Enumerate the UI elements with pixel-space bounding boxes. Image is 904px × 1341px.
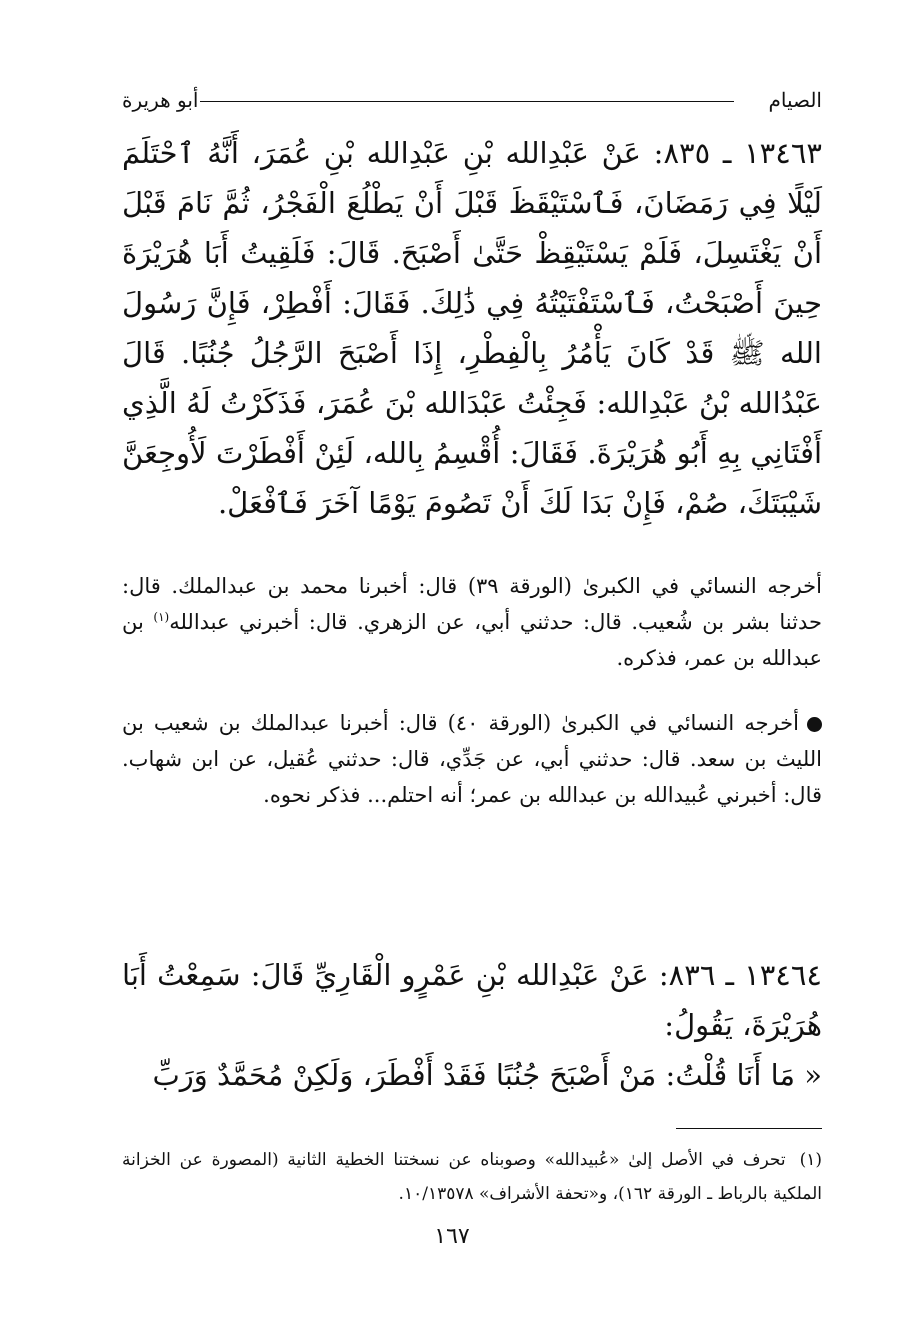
hadith-13464-quote: « مَا أَنَا قُلْتُ: مَنْ أَصْبَحَ جُنُبًا فَقَدْ أَفْطَرَ، وَلَكِنْ مُحَمَّدٌ وَرَبِّ — [152, 1058, 822, 1092]
page-number: ١٦٧ — [434, 1224, 470, 1249]
bullet-icon — [807, 717, 822, 732]
narrator-title: أبو هريرة — [122, 88, 199, 112]
footnote — [122, 1143, 822, 1211]
takhrij-paragraph-2 — [122, 705, 822, 813]
takhrij-paragraph-1 — [122, 568, 822, 676]
hadith-13463: ١٣٤٦٣ ـ ٨٣٥: عَنْ عَبْدِالله بْنِ عَبْدِالله بْنِ عُمَرَ، أَنَّهُ ٱحْتَلَمَ لَيْلًا فِي رَمَضَانَ، فَٱسْتَيْقَظَ قَبْلَ أَنْ يَطْلُعَ الْفَجْرُ، ثُمَّ نَامَ قَبْلَ أَنْ يَغْتَسِلَ، فَلَمْ يَسْتَيْقِظْ حَتَّىٰ أَصْبَحَ. قَالَ: فَلَقِيتُ أَبَا هُرَيْرَةَ حِينَ أَصْبَحْتُ، فَٱسْتَفْتَيْتُهُ فِي ذَٰلِكَ. فَقَالَ: أَفْطِرْ، فَإِنَّ رَسُولَ الله ﷺ قَدْ كَانَ يَأْمُرُ بِالْفِطْرِ، إِذَا أَصْبَحَ الرَّجُلُ جُنُبًا. قَالَ عَبْدُالله بْنُ عَبْدِالله: فَجِئْتُ عَبْدَالله بْنَ عُمَرَ، فَذَكَرْتُ لَهُ الَّذِي أَفْتَانِي بِهِ أَبُو هُرَيْرَةَ. فَقَالَ: أُقْسِمُ بِالله، لَئِنْ أَفْطَرْتَ لَأُوجِعَنَّ شَيْبَتَكَ، صُمْ، فَإِنْ بَدَا لَكَ أَنْ تَصُومَ يَوْمًا آخَرَ فَٱفْعَلْ. — [122, 136, 822, 520]
hadith-13464-intro: ١٣٤٦٤ ـ ٨٣٦: عَنْ عَبْدِالله بْنِ عَمْرٍو الْقَارِيِّ قَالَ: سَمِعْتُ أَبَا هُرَيْرَةَ، يَقُولُ: — [122, 958, 823, 1042]
header-rule — [200, 101, 734, 102]
footnote-number: (١) — [799, 1150, 822, 1170]
running-header — [122, 86, 822, 116]
chapter-title: الصيام — [768, 88, 822, 112]
takhrij-1-text: أخرجه النسائي في الكبرىٰ (الورقة ٣٩) قال: أخبرنا محمد بن عبدالملك. قال: حدثنا بشر بن شُعيب. قال: حدثني أبي، عن الزهري. قال: أخبرني عبدالله — [122, 574, 823, 634]
hadith-13464 — [122, 950, 822, 1100]
footnote-reference: (١) — [153, 610, 170, 624]
takhrij-1-text-end: بن عبدالله بن عمر، فذكره. — [122, 610, 822, 670]
footnote-text: تحرف في الأصل إلىٰ «عُبيدالله» وصوبناه عن نسختنا الخطية الثانية (المصورة عن الخزانة الملكية بالرباط ـ الورقة ١٦٢)، و«تحفة الأشراف» ١٠/١٣٥٧٨. — [122, 1150, 822, 1204]
takhrij-2-text: أخرجه النسائي في الكبرىٰ (الورقة ٤٠) قال: أخبرنا عبدالملك بن شعيب بن الليث بن سعد. قال: حدثني أبي، عن جَدِّي، قال: حدثني عُقيل، عن ابن شهاب. قال: أخبرني عُبيدالله بن عبدالله بن عمر؛ أنه احتلم... فذكر نحوه. — [122, 711, 822, 807]
footnote-rule — [676, 1128, 822, 1129]
